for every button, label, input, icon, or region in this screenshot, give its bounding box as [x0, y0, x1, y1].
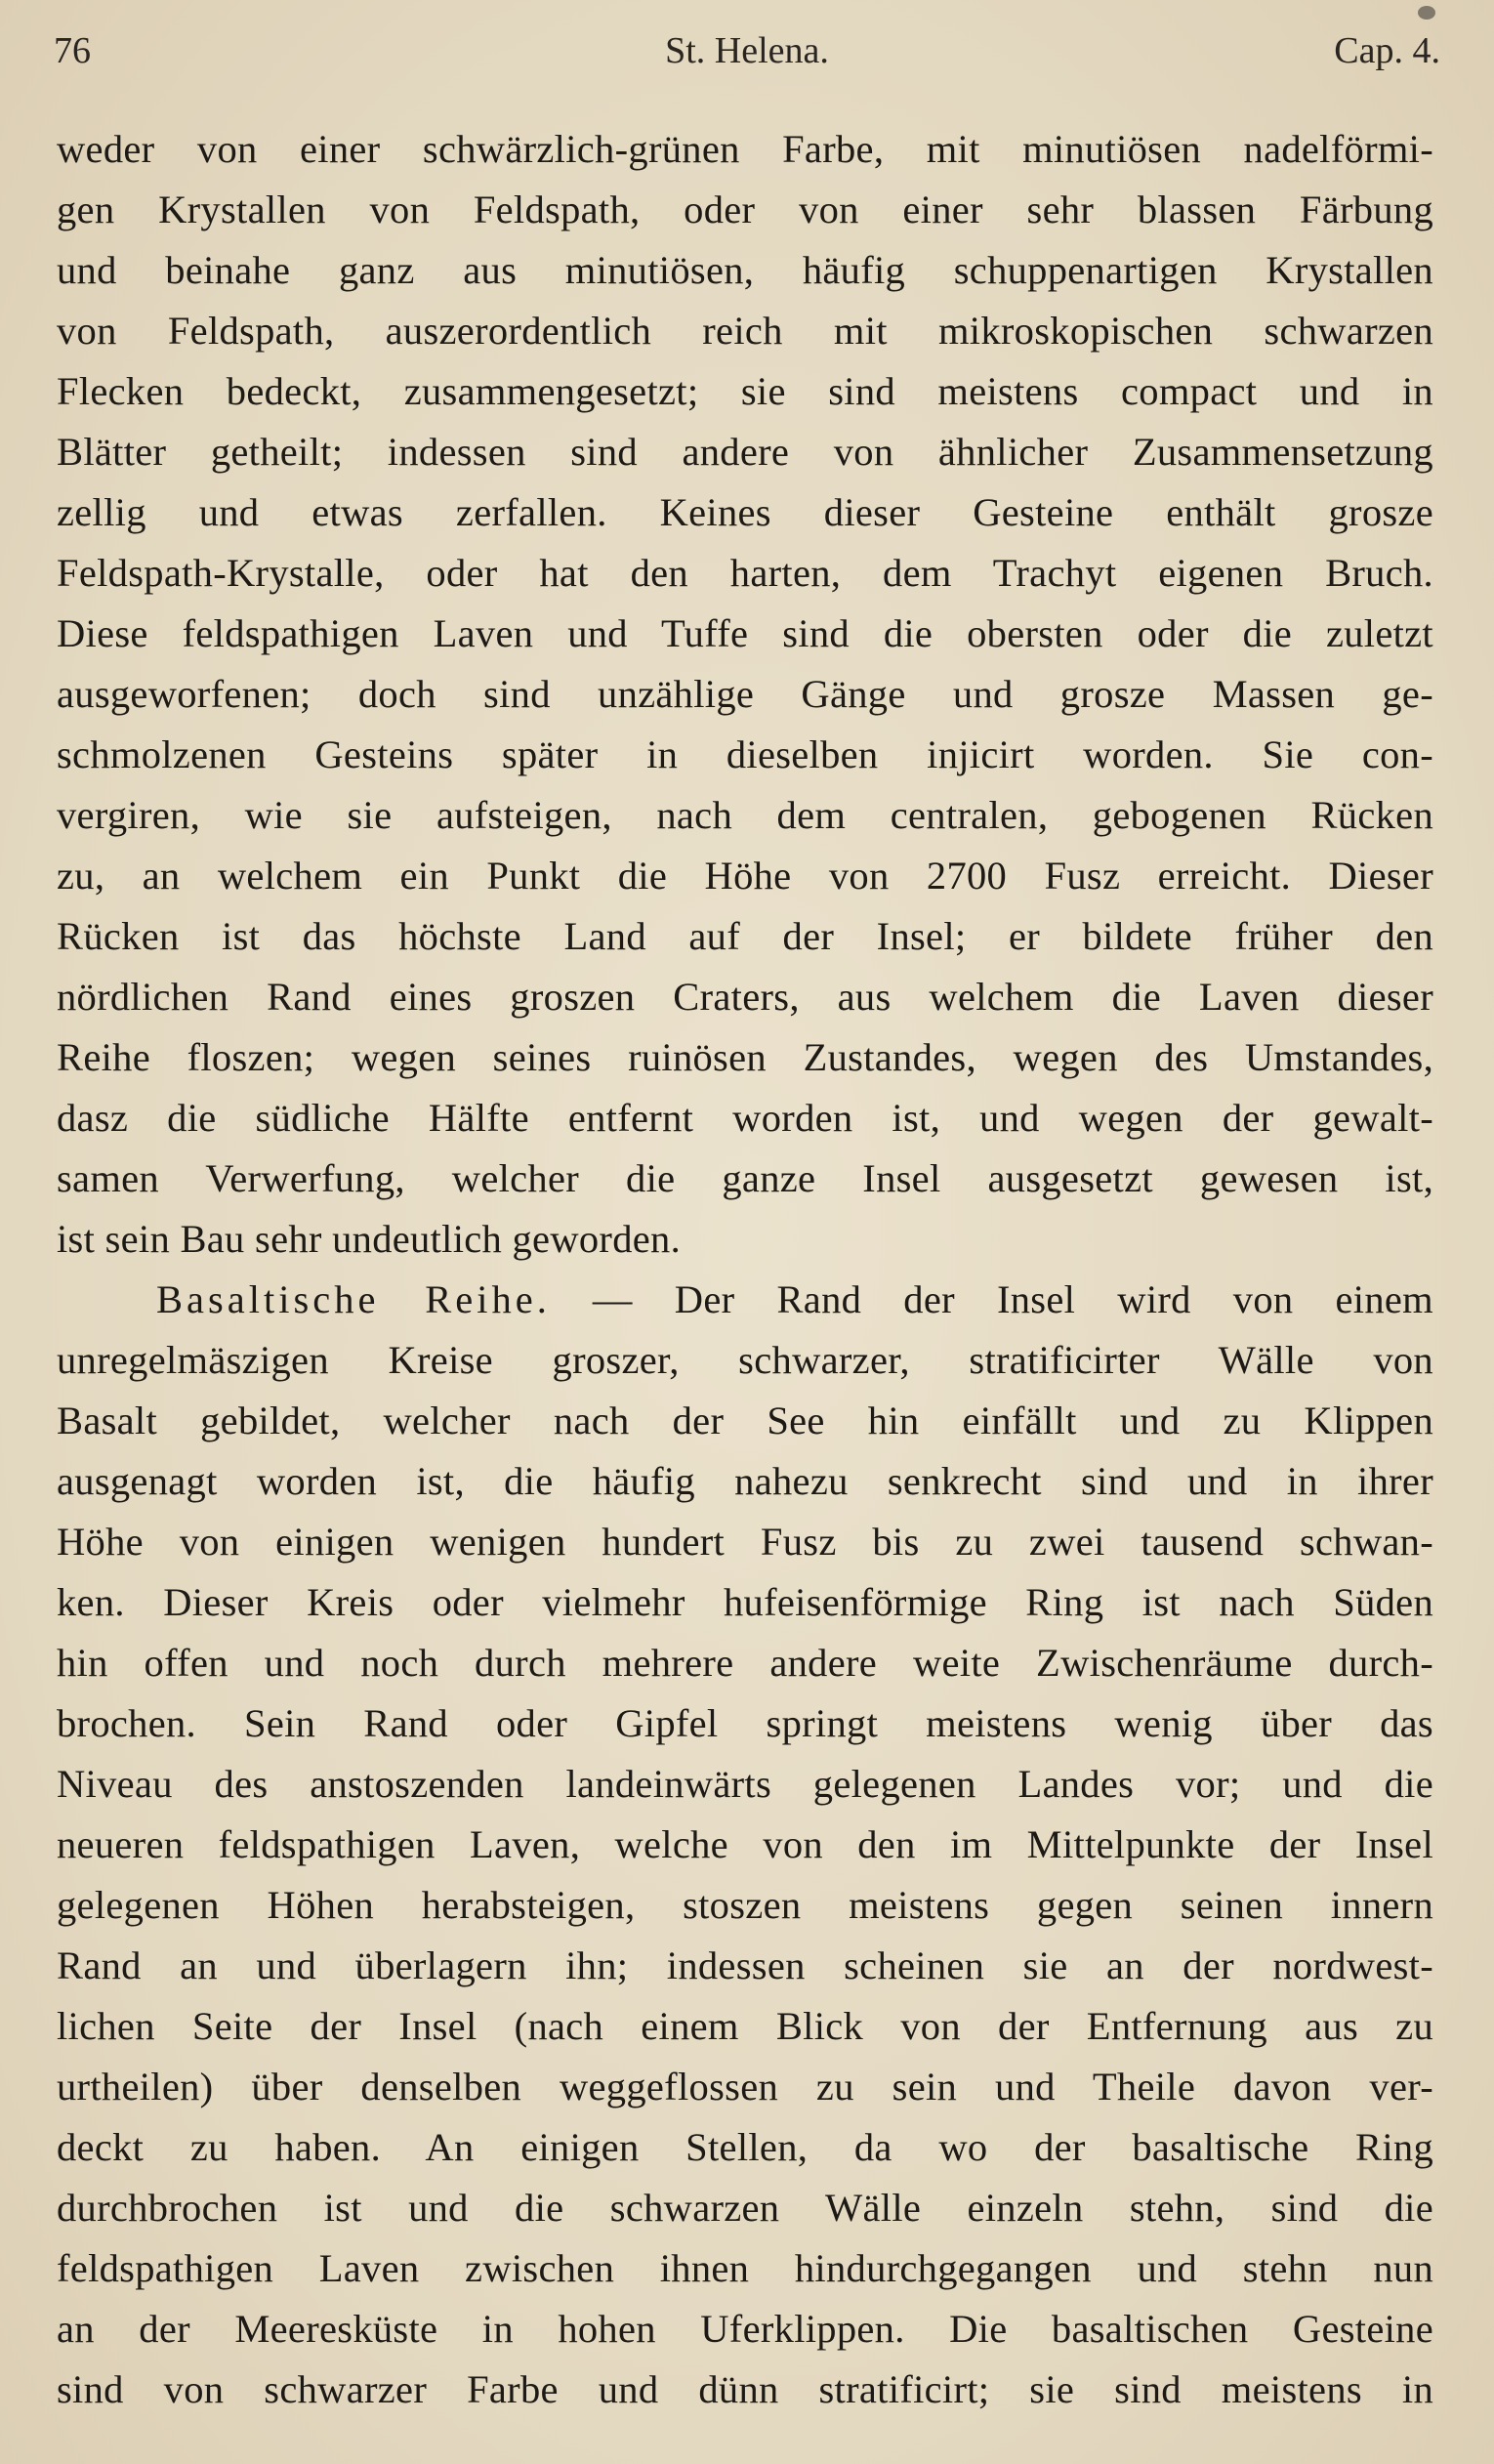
- text-line: Rand an und überlagern ihn; indessen scheinen sie an der nordwest-: [57, 1943, 1433, 1987]
- text-line: gen Krystallen von Feldspath, oder von einer sehr blassen Färbung: [57, 188, 1433, 231]
- text-line: zellig und etwas zerfallen. Keines dieser Gesteine enthält grosze: [57, 490, 1433, 534]
- text-line: unregelmäszigen Kreise groszer, schwarzer, stratificirter Wälle von: [57, 1338, 1433, 1382]
- text-line: vergiren, wie sie aufsteigen, nach dem centralen, gebogenen Rücken: [57, 793, 1433, 837]
- text-line: ist sein Bau sehr undeutlich geworden.: [57, 1217, 682, 1261]
- chapter-label: Cap. 4.: [1334, 30, 1440, 71]
- text-line: Blätter getheilt; indessen sind andere von ähnlicher Zusammensetzung: [57, 430, 1433, 474]
- section-heading: Basaltische Reihe.: [156, 1277, 551, 1321]
- text-line-rest: — Der Rand der Insel wird von einem: [550, 1277, 1433, 1321]
- text-line: deckt zu haben. An einigen Stellen, da wo der basaltische Ring: [57, 2125, 1433, 2169]
- text-line: lichen Seite der Insel (nach einem Blick von der Entfernung aus zu: [57, 2004, 1433, 2048]
- text-line: brochen. Sein Rand oder Gipfel springt meistens wenig über das: [57, 1701, 1433, 1745]
- text-line: ausgeworfenen; doch sind unzählige Gänge und grosze Massen ge-: [57, 672, 1433, 716]
- text-line: Rücken ist das höchste Land auf der Insel; er bildete früher den: [57, 914, 1433, 958]
- page-header: [54, 21, 1440, 80]
- ink-speck: [1418, 6, 1435, 20]
- text-line: dasz die südliche Hälfte entfernt worden ist, und wegen der gewalt-: [57, 1096, 1433, 1140]
- text-line: hin offen und noch durch mehrere andere weite Zwischenräume durch-: [57, 1641, 1433, 1685]
- text-line: samen Verwerfung, welcher die ganze Insel ausgesetzt gewesen ist,: [57, 1156, 1433, 1200]
- text-line: Basalt gebildet, welcher nach der See hin einfällt und zu Klippen: [57, 1399, 1433, 1442]
- text-line: an der Meeresküste in hohen Uferklippen. Die basaltischen Gesteine: [57, 2307, 1433, 2351]
- text-line: schmolzenen Gesteins später in dieselben injicirt worden. Sie con-: [57, 732, 1433, 776]
- paragraph-2: [57, 1270, 1433, 2420]
- text-line: zu, an welchem ein Punkt die Höhe von 2700 Fusz erreicht. Dieser: [57, 854, 1433, 898]
- text-line: ausgenagt worden ist, die häufig nahezu senkrecht sind und in ihrer: [57, 1459, 1433, 1503]
- text-line: Höhe von einigen wenigen hundert Fusz bis zu zwei tausend schwan-: [57, 1520, 1433, 1564]
- text-line: gelegenen Höhen herabsteigen, stoszen meistens gegen seinen innern: [57, 1883, 1433, 1927]
- text-line: feldspathigen Laven zwischen ihnen hindurchgegangen und stehn nun: [57, 2246, 1433, 2290]
- text-line: Flecken bedeckt, zusammengesetzt; sie sind meistens compact und in: [57, 369, 1433, 413]
- text-line: Feldspath-Krystalle, oder hat den harten, dem Trachyt eigenen Bruch.: [57, 551, 1433, 595]
- text-line: nördlichen Rand eines groszen Craters, aus welchem die Laven dieser: [57, 975, 1433, 1019]
- running-title: St. Helena.: [665, 30, 829, 71]
- text-line: ken. Dieser Kreis oder vielmehr hufeisenförmige Ring ist nach Süden: [57, 1580, 1433, 1624]
- page-number: 76: [54, 30, 91, 71]
- paragraph-1: [57, 119, 1433, 1270]
- text-line: weder von einer schwärzlich-grünen Farbe, mit minutiösen nadelförmi-: [57, 127, 1433, 171]
- text-line: urtheilen) über denselben weggeflossen zu sein und Theile davon ver-: [57, 2065, 1433, 2109]
- text-line: von Feldspath, auszerordentlich reich mit mikroskopischen schwarzen: [57, 309, 1433, 353]
- text-line: neueren feldspathigen Laven, welche von den im Mittelpunkte der Insel: [57, 1822, 1433, 1866]
- text-line: durchbrochen ist und die schwarzen Wälle einzeln stehn, sind die: [57, 2186, 1433, 2230]
- text-line: Diese feldspathigen Laven und Tuffe sind die obersten oder die zuletzt: [57, 611, 1433, 655]
- text-line: [57, 1270, 1433, 1330]
- text-line: und beinahe ganz aus minutiösen, häufig schuppenartigen Krystallen: [57, 248, 1433, 292]
- text-line: sind von schwarzer Farbe und dünn stratificirt; sie sind meistens in: [57, 2367, 1433, 2411]
- body-text: [57, 119, 1433, 2420]
- text-line: Reihe floszen; wegen seines ruinösen Zustandes, wegen des Umstandes,: [57, 1035, 1433, 1079]
- text-line: Niveau des anstoszenden landeinwärts gelegenen Landes vor; und die: [57, 1762, 1433, 1806]
